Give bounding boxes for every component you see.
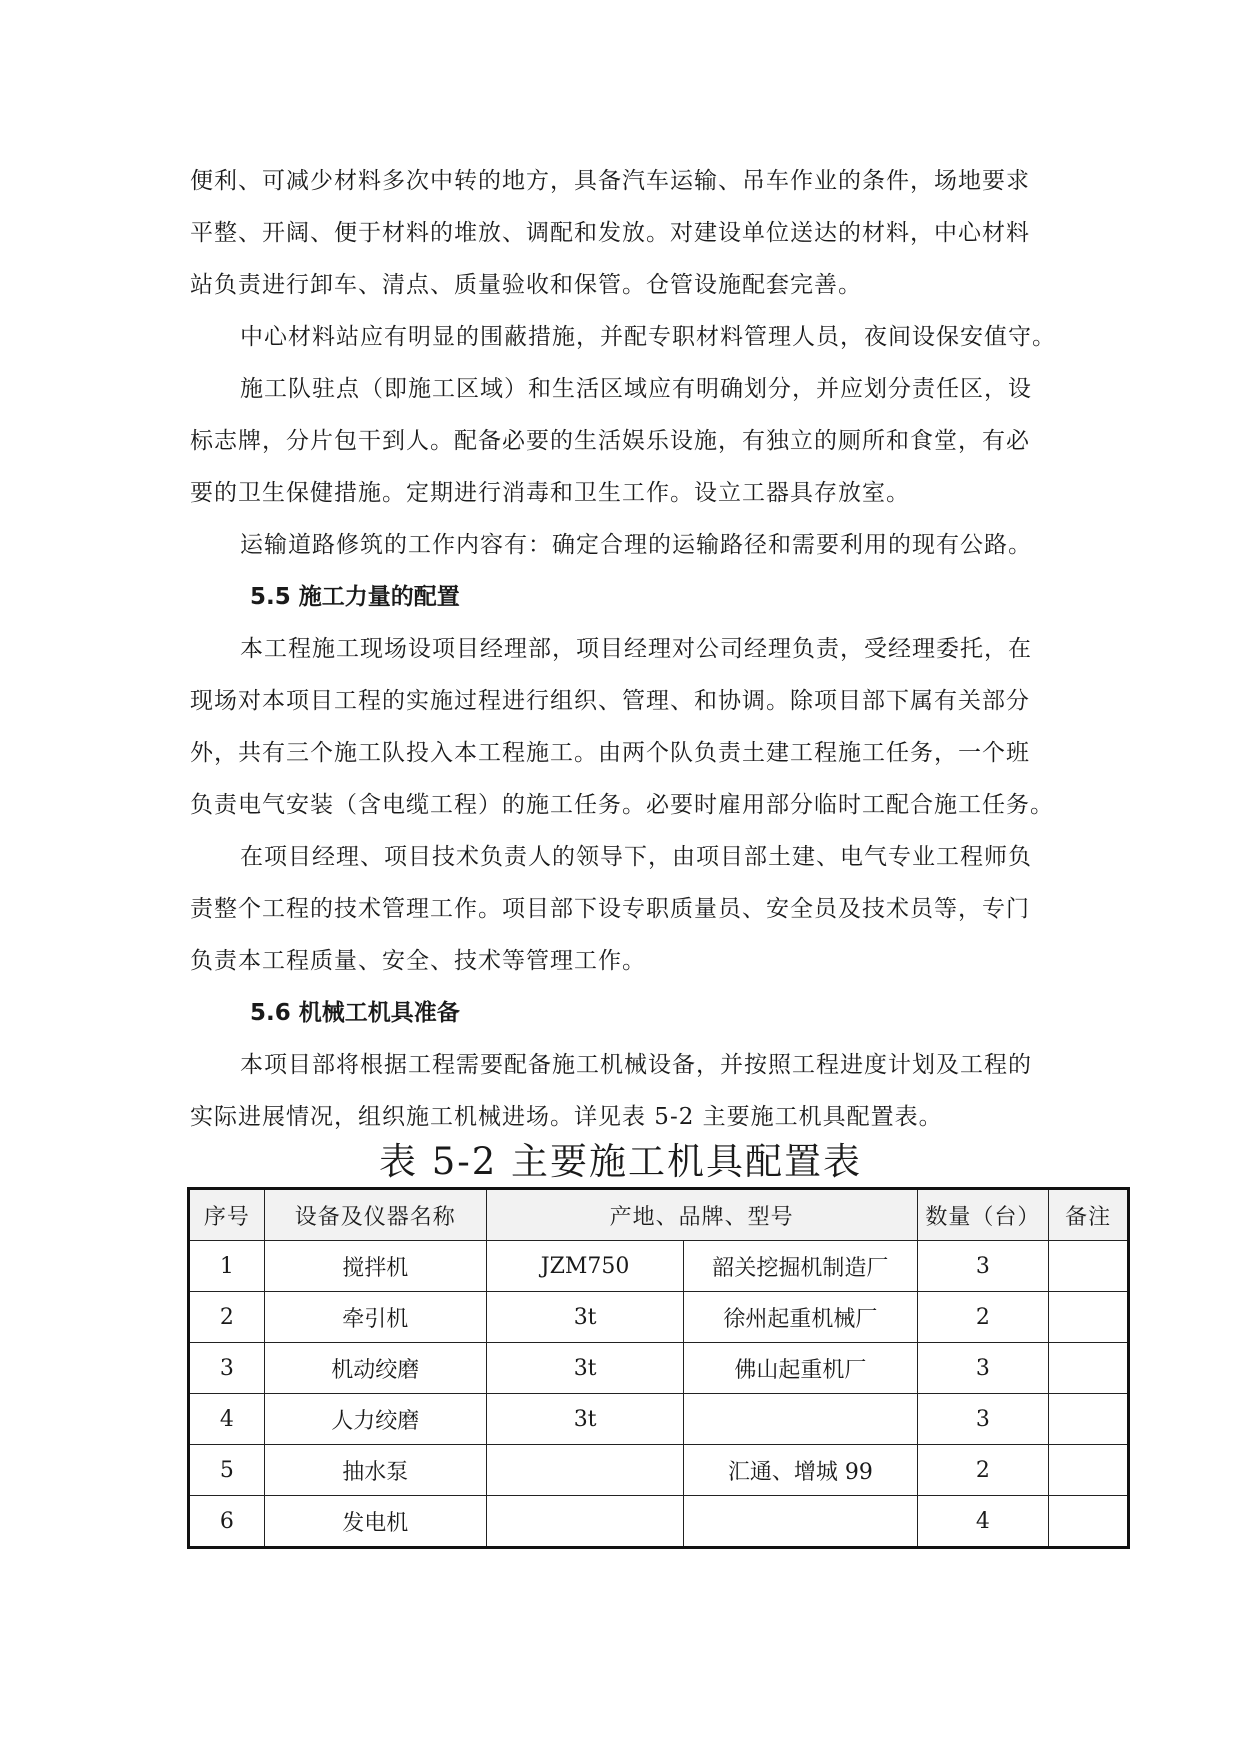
paragraph-line: 本工程施工现场设项目经理部，项目经理对公司经理负责，受经理委托，在 bbox=[240, 636, 1032, 662]
header-note: 备注 bbox=[1049, 1189, 1129, 1241]
header-qty: 数量（台） bbox=[917, 1189, 1049, 1241]
table-row bbox=[189, 1292, 1129, 1343]
cell-note bbox=[1049, 1292, 1129, 1343]
cell-qty: 3 bbox=[917, 1343, 1049, 1394]
cell-name: 发电机 bbox=[264, 1496, 486, 1548]
equipment-table bbox=[187, 1187, 1130, 1549]
cell-model: 3t bbox=[486, 1394, 684, 1445]
cell-name: 机动绞磨 bbox=[264, 1343, 486, 1394]
paragraph-line: 中心材料站应有明显的围蔽措施，并配专职材料管理人员，夜间设保安值守。 bbox=[240, 324, 1056, 350]
paragraph-line: 便利、可减少材料多次中转的地方，具备汽车运输、吊车作业的条件，场地要求 bbox=[190, 168, 1030, 194]
cell-no: 6 bbox=[189, 1496, 265, 1548]
cell-name: 抽水泵 bbox=[264, 1445, 486, 1496]
table-row bbox=[189, 1496, 1129, 1548]
cell-model: 3t bbox=[486, 1292, 684, 1343]
cell-no: 1 bbox=[189, 1241, 265, 1292]
cell-maker bbox=[684, 1496, 917, 1548]
cell-qty: 3 bbox=[917, 1241, 1049, 1292]
paragraph-line: 在项目经理、项目技术负责人的领导下，由项目部土建、电气专业工程师负 bbox=[240, 844, 1032, 870]
table-row bbox=[189, 1241, 1129, 1292]
cell-no: 2 bbox=[189, 1292, 265, 1343]
cell-model bbox=[486, 1445, 684, 1496]
cell-maker: 韶关挖掘机制造厂 bbox=[684, 1241, 917, 1292]
cell-qty: 2 bbox=[917, 1292, 1049, 1343]
paragraph-line: 负责本工程质量、安全、技术等管理工作。 bbox=[190, 948, 646, 974]
table-row bbox=[189, 1394, 1129, 1445]
section-heading-5-6: 5.6 机械工机具准备 bbox=[250, 1000, 460, 1026]
paragraph-line: 标志牌，分片包干到人。配备必要的生活娱乐设施，有独立的厕所和食堂，有必 bbox=[190, 428, 1030, 454]
header-name: 设备及仪器名称 bbox=[264, 1189, 486, 1241]
header-no: 序号 bbox=[189, 1189, 265, 1241]
paragraph-line: 要的卫生保健措施。定期进行消毒和卫生工作。设立工器具存放室。 bbox=[190, 480, 910, 506]
paragraph-line: 站负责进行卸车、清点、质量验收和保管。仓管设施配套完善。 bbox=[190, 272, 862, 298]
cell-note bbox=[1049, 1394, 1129, 1445]
paragraph-line: 责整个工程的技术管理工作。项目部下设专职质量员、安全员及技术员等，专门 bbox=[190, 896, 1030, 922]
paragraph-line: 平整、开阔、便于材料的堆放、调配和发放。对建设单位送达的材料，中心材料 bbox=[190, 220, 1030, 246]
paragraph-line: 现场对本项目工程的实施过程进行组织、管理、和协调。除项目部下属有关部分 bbox=[190, 688, 1030, 714]
section-heading-5-5: 5.5 施工力量的配置 bbox=[250, 584, 460, 610]
paragraph-line: 施工队驻点（即施工区域）和生活区域应有明确划分，并应划分责任区，设 bbox=[240, 376, 1032, 402]
cell-qty: 3 bbox=[917, 1394, 1049, 1445]
cell-name: 搅拌机 bbox=[264, 1241, 486, 1292]
cell-maker: 徐州起重机械厂 bbox=[684, 1292, 917, 1343]
cell-note bbox=[1049, 1496, 1129, 1548]
cell-model bbox=[486, 1496, 684, 1548]
cell-model: JZM750 bbox=[486, 1241, 684, 1292]
paragraph-line: 运输道路修筑的工作内容有：确定合理的运输路径和需要利用的现有公路。 bbox=[240, 532, 1032, 558]
paragraph-line: 负责电气安装（含电缆工程）的施工任务。必要时雇用部分临时工配合施工任务。 bbox=[190, 792, 1054, 818]
cell-maker: 佛山起重机厂 bbox=[684, 1343, 917, 1394]
cell-model: 3t bbox=[486, 1343, 684, 1394]
cell-name: 牵引机 bbox=[264, 1292, 486, 1343]
header-origin: 产地、品牌、型号 bbox=[486, 1189, 917, 1241]
paragraph-line: 外，共有三个施工队投入本工程施工。由两个队负责土建工程施工任务，一个班 bbox=[190, 740, 1030, 766]
table-row bbox=[189, 1343, 1129, 1394]
cell-no: 4 bbox=[189, 1394, 265, 1445]
cell-note bbox=[1049, 1241, 1129, 1292]
table-row bbox=[189, 1445, 1129, 1496]
paragraph-line: 实际进展情况，组织施工机械进场。详见表 5-2 主要施工机具配置表。 bbox=[190, 1104, 943, 1130]
cell-name: 人力绞磨 bbox=[264, 1394, 486, 1445]
table-caption: 表 5-2 主要施工机具配置表 bbox=[378, 1140, 863, 1183]
cell-maker bbox=[684, 1394, 917, 1445]
table-header-row bbox=[189, 1189, 1129, 1241]
cell-no: 3 bbox=[189, 1343, 265, 1394]
cell-note bbox=[1049, 1445, 1129, 1496]
cell-qty: 4 bbox=[917, 1496, 1049, 1548]
cell-maker: 汇通、增城 99 bbox=[684, 1445, 917, 1496]
cell-qty: 2 bbox=[917, 1445, 1049, 1496]
cell-no: 5 bbox=[189, 1445, 265, 1496]
paragraph-line: 本项目部将根据工程需要配备施工机械设备，并按照工程进度计划及工程的 bbox=[240, 1052, 1032, 1078]
cell-note bbox=[1049, 1343, 1129, 1394]
